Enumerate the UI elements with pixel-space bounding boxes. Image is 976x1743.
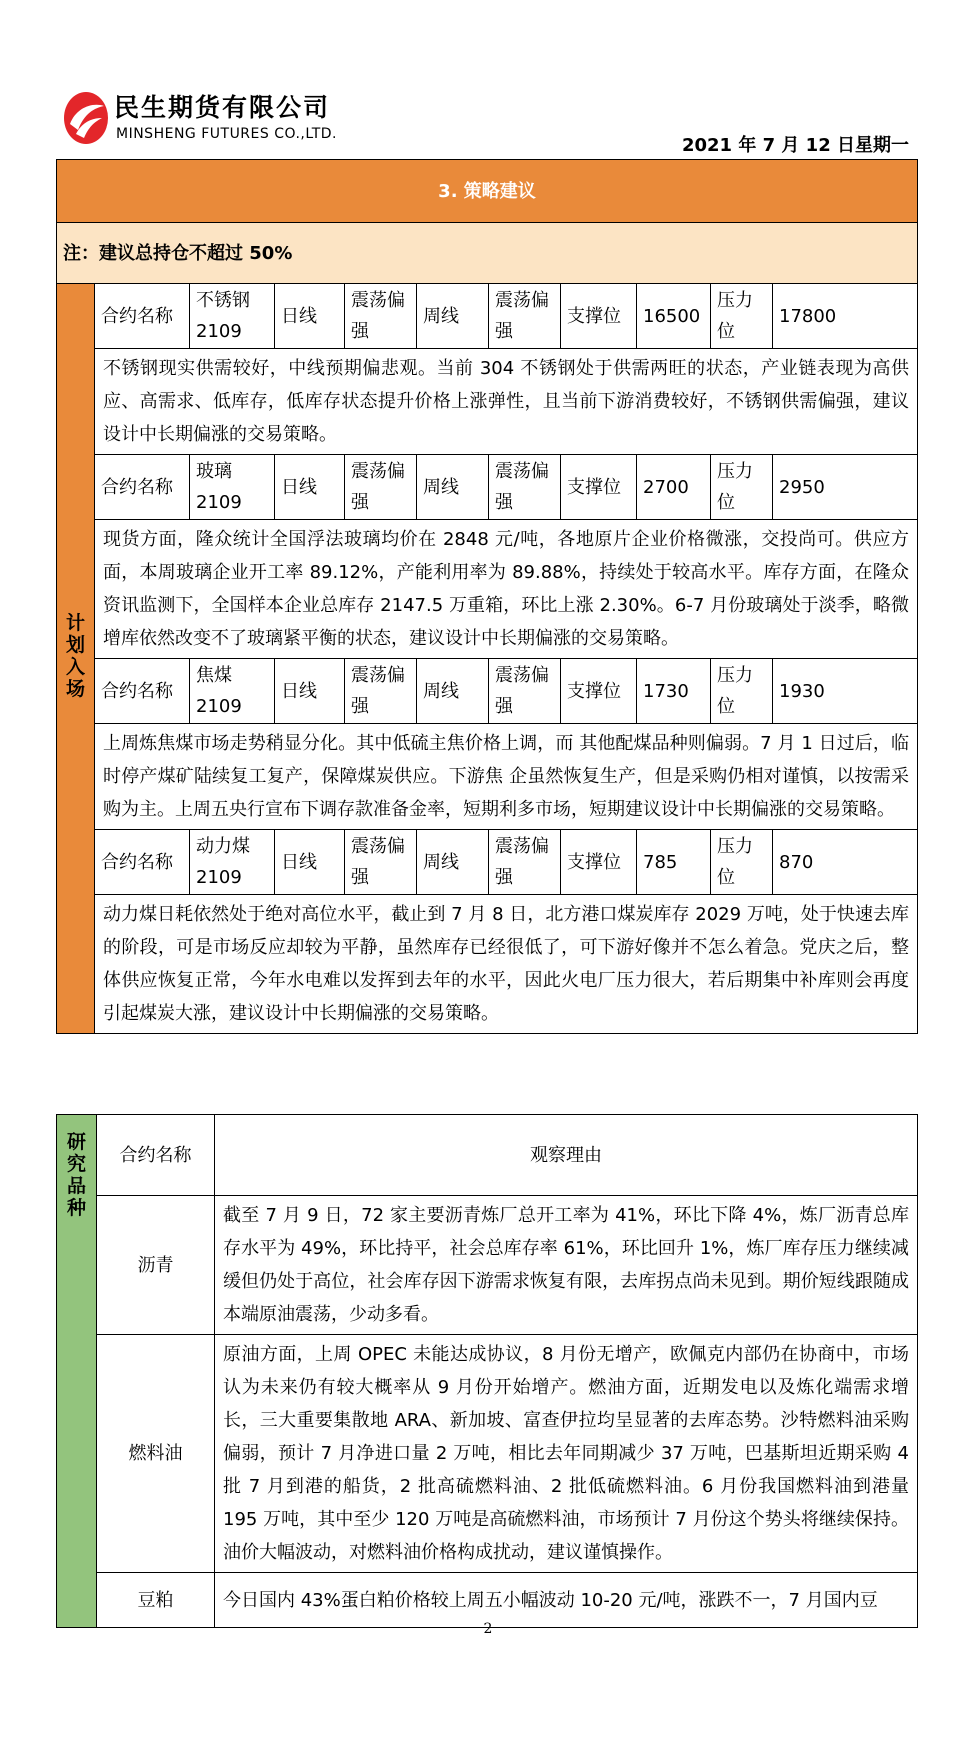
contract-name: 玻璃 2109 [190, 455, 275, 520]
support-label: 支撑位 [561, 659, 637, 724]
resistance-value: 870 [773, 830, 918, 895]
support-value: 2700 [637, 455, 711, 520]
plan-entry-label: 计划入场 [57, 284, 95, 1034]
support-value: 1730 [637, 659, 711, 724]
weekly-label: 周线 [417, 830, 489, 895]
support-label: 支撑位 [561, 830, 637, 895]
resistance-value: 17800 [773, 284, 918, 349]
weekly-trend: 震荡偏强 [489, 659, 561, 724]
variety-name: 沥青 [97, 1196, 215, 1335]
resistance-label: 压力位 [711, 830, 773, 895]
daily-trend: 震荡偏强 [345, 455, 417, 520]
contract-name: 焦煤 2109 [190, 659, 275, 724]
variety-text: 今日国内 43%蛋白粕价格较上周五小幅波动 10-20 元/吨，涨跌不一，7 月国内豆 [215, 1573, 918, 1628]
research-table [56, 1114, 918, 1628]
support-label: 支撑位 [561, 284, 637, 349]
contract-label: 合约名称 [95, 455, 190, 520]
section-title: 3. 策略建议 [57, 160, 918, 223]
resistance-value: 2950 [773, 455, 918, 520]
resistance-label: 压力位 [711, 284, 773, 349]
table-row [57, 1335, 918, 1573]
resistance-label: 压力位 [711, 659, 773, 724]
daily-label: 日线 [275, 830, 345, 895]
weekly-trend: 震荡偏强 [489, 284, 561, 349]
daily-trend: 震荡偏强 [345, 659, 417, 724]
strategy-text: 现货方面，隆众统计全国浮法玻璃均价在 2848 元/吨，各地原片企业价格微涨，交投尚可。供应方面，本周玻璃企业开工率 89.12%，产能利用率为 89.88%，持续处于较高水平。库存方面，在隆众资讯监测下，全国样本企业总库存 2147.5 万重箱，环比上涨 2.30%。6-7 月份玻璃处于淡季，略微增库依然改变不了玻璃紧平衡的状态，建议设计中长期偏涨的交易策略。 [95, 520, 918, 659]
contract-row [57, 659, 918, 724]
daily-trend: 震荡偏强 [345, 830, 417, 895]
contract-row [57, 284, 918, 349]
table-row [57, 1573, 918, 1628]
contract-row [57, 830, 918, 895]
company-name-en: MINSHENG FUTURES CO.,LTD. [116, 126, 338, 142]
report-date: 2021 年 7 月 12 日星期一 [681, 135, 909, 156]
research-varieties-label: 研究品种 [57, 1115, 97, 1628]
variety-text: 截至 7 月 9 日，72 家主要沥青炼厂总开工率为 41%，环比下降 4%，炼厂沥青总库存水平为 49%，环比持平，社会总库存率 61%，环比回升 1%，炼厂库存压力继续减缓但仍处于高位，社会库存因下游需求恢复有限，去库拐点尚未见到。期价短线跟随成本端原油震荡，少动多看。 [215, 1196, 918, 1335]
company-name-cn: 民生期货有限公司 [114, 93, 331, 122]
position-note: 注：建议总持仓不超过 50% [57, 223, 918, 284]
weekly-label: 周线 [417, 659, 489, 724]
contract-name: 动力煤 2109 [190, 830, 275, 895]
daily-label: 日线 [275, 659, 345, 724]
weekly-trend: 震荡偏强 [489, 830, 561, 895]
variety-name: 燃料油 [97, 1335, 215, 1573]
strategy-text: 动力煤日耗依然处于绝对高位水平，截止到 7 月 8 日，北方港口煤炭库存 2029 万吨，处于快速去库的阶段，可是市场反应却较为平静，虽然库存已经很低了，可下游好像并不怎么着急。党庆之后，整体供应恢复正常，今年水电难以发挥到去年的水平，因此火电厂压力很大，若后期集中补库则会再度引起煤炭大涨，建议设计中长期偏涨的交易策略。 [95, 895, 918, 1034]
support-value: 16500 [637, 284, 711, 349]
company-logo [62, 88, 362, 150]
weekly-trend: 震荡偏强 [489, 455, 561, 520]
strategy-text: 上周炼焦煤市场走势稍显分化。其中低硫主焦价格上调，而 其他配煤品种则偏弱。7 月 1 日过后，临时停产煤矿陆续复工复产，保障煤炭供应。下游焦 企虽然恢复生产，但是采购仍相对谨慎，以按需采购为主。上周五央行宣布下调存款准备金率，短期利多市场，短期建议设计中长期偏涨的交易策略。 [95, 724, 918, 830]
page-number: 2 [483, 1621, 493, 1637]
daily-trend: 震荡偏强 [345, 284, 417, 349]
contract-name: 不锈钢 2109 [190, 284, 275, 349]
support-value: 785 [637, 830, 711, 895]
minsheng-logo-icon [62, 90, 110, 146]
contract-label: 合约名称 [95, 284, 190, 349]
support-label: 支撑位 [561, 455, 637, 520]
weekly-label: 周线 [417, 284, 489, 349]
observation-reason-header: 观察理由 [215, 1115, 918, 1196]
table-row [57, 1196, 918, 1335]
variety-name: 豆粕 [97, 1573, 215, 1628]
resistance-value: 1930 [773, 659, 918, 724]
variety-text: 原油方面，上周 OPEC 未能达成协议，8 月份无增产，欧佩克内部仍在协商中，市场认为未来仍有较大概率从 9 月份开始增产。燃油方面，近期发电以及炼化端需求增长，三大重要集散地 ARA、新加坡、富查伊拉均呈显著的去库态势。沙特燃料油采购偏弱，预计 7 月净进口量 2 万吨，相比去年同期减少 37 万吨，巴基斯坦近期采购 4 批 7 月到港的船货，2 批高硫燃料油、2 批低硫燃料油。6 月份我国燃料油到港量 195 万吨，其中至少 120 万吨是高硫燃料油，市场预计 7 月份这个势头将继续保持。油价大幅波动，对燃料油价格构成扰动，建议谨慎操作。 [215, 1335, 918, 1573]
daily-label: 日线 [275, 284, 345, 349]
contract-label: 合约名称 [95, 830, 190, 895]
weekly-label: 周线 [417, 455, 489, 520]
daily-label: 日线 [275, 455, 345, 520]
contract-row [57, 455, 918, 520]
contract-label: 合约名称 [95, 659, 190, 724]
strategy-text: 不锈钢现实供需较好，中线预期偏悲观。当前 304 不锈钢处于供需两旺的状态，产业链表现为高供应、高需求、低库存，低库存状态提升价格上涨弹性，且当前下游消费较好，不锈钢供需偏强，建议设计中长期偏涨的交易策略。 [95, 349, 918, 455]
resistance-label: 压力位 [711, 455, 773, 520]
contract-name-header: 合约名称 [97, 1115, 215, 1196]
strategy-table [56, 159, 918, 1034]
